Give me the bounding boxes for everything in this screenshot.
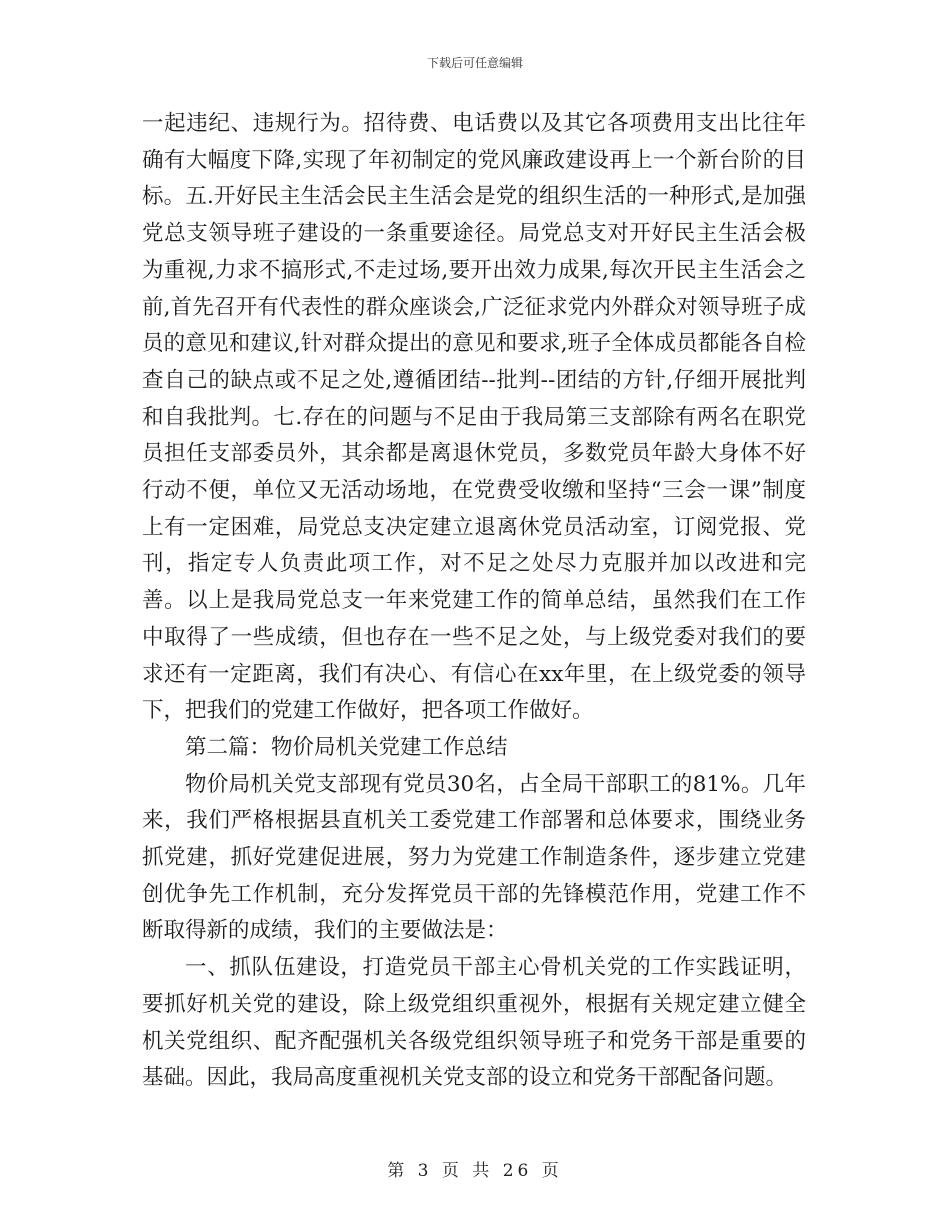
paragraph-continuation: 一起违纪、违规行为。招待费、电话费以及其它各项费用支出比往年确有大幅度下降,实现了年初制定的党风廉政建设再上一个新台阶的目标。五.开好民主生活会民主生活会是党的组织生活的一种形式,是加强党总支领导班子建设的一条重要途径。局党总支对开好民主生活会极为重视,力求不搞形式,不走过场,要开出效力成果,每次开民主生活会之前,首先召开有代表性的群众座谈会,广泛征求党内外群众对领导班子成员的意见和建议,针对群众提出的意见和要求,班子全体成员都能各自检查自己的缺点或不足之处,遵循团结--批判--团结的方针,仔细开展批判和自我批判。七.存在的问题与不足由于我局第三支部除有两名在职党员担任支部委员外，其余都是离退休党员，多数党员年龄大身体不好行动不便，单位又无活动场地，在党费受收缴和坚持“三会一课”制度上有一定困难，局党总支决定建立退离休党员活动室，订阅党报、党刊，指定专人负责此项工作，对不足之处尽力克服并加以改进和完善。以上是我局党总支一年来党建工作的简单总结，虽然我们在工作中取得了一些成绩，但也存在一些不足之处，与上级党委对我们的要求还有一定距离，我们有决心、有信心在xx年里，在上级党委的领导下，把我们的党建工作做好，把各项工作做好。 bbox=[142, 111, 806, 724]
document-body bbox=[142, 106, 806, 1097]
page-header: 下载后可任意编辑 bbox=[426, 56, 523, 70]
paragraph-intro: 物价局机关党支部现有党员30名，占全局干部职工的81%。几年来，我们严格根据县直机关工委党建工作部署和总体要求，围绕业务抓党建，抓好党建促进展，努力为党建工作制造条件，逐步建立党建创优争先工作机制，充分发挥党员干部的先锋模范作用，党建工作不断取得新的成绩，我们的主要做法是： bbox=[142, 771, 806, 944]
section-heading: 第二篇：物价局机关党建工作总结 bbox=[185, 734, 508, 760]
page-footer: 第 3 页 共 26 页 bbox=[387, 1161, 563, 1181]
paragraph-point-one: 一、抓队伍建设，打造党员干部主心骨机关党的工作实践证明，要抓好机关党的建设，除上级党组织重视外，根据有关规定建立健全机关党组织、配齐配强机关各级党组织领导班子和党务干部是重要的基础。因此，我局高度重视机关党支部的设立和党务干部配备问题。 bbox=[142, 955, 806, 1091]
